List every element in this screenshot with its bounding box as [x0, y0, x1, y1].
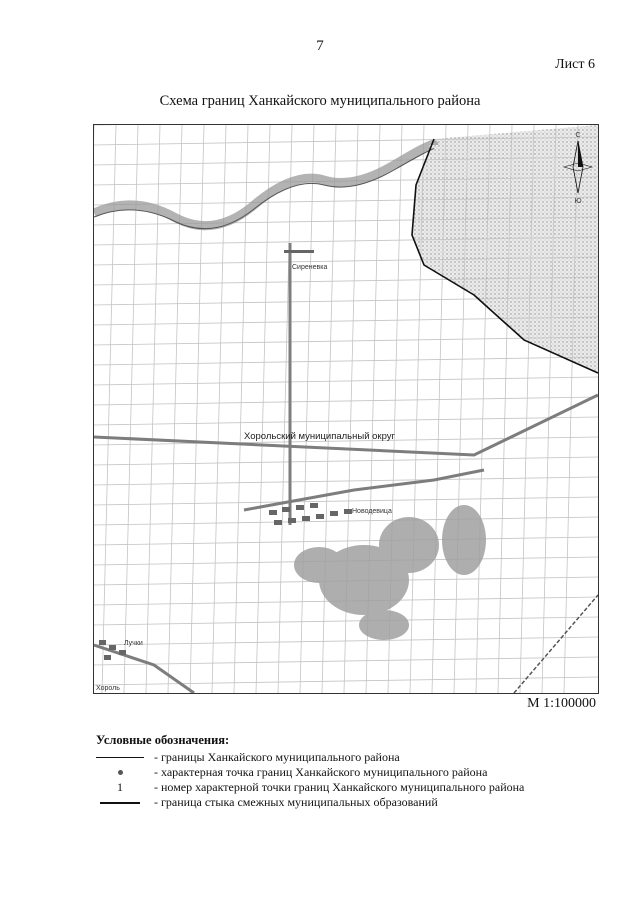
- grid-line: [94, 377, 598, 385]
- grid-line: [94, 397, 598, 405]
- legend-text: - граница стыка смежных муниципальных образований: [154, 795, 438, 809]
- legend-text: - границы Ханкайского муниципального района: [154, 750, 400, 764]
- river-line: [94, 149, 434, 229]
- railway: [514, 595, 598, 693]
- grid-line: [94, 657, 598, 665]
- district-label: Хорольский муниципальный округ: [244, 431, 395, 442]
- compass-south: Ю: [574, 198, 582, 205]
- grid-line: [190, 125, 204, 693]
- legend-item-point: [96, 765, 616, 780]
- grid-line: [300, 125, 314, 693]
- grid-line: [94, 517, 598, 525]
- thin-line-symbol: [96, 757, 144, 758]
- map-frame[interactable]: [93, 124, 599, 694]
- legend-item-number: [96, 780, 616, 795]
- wooded-areas: [294, 505, 486, 640]
- legend-text: - характерная точка границ Ханкайского муниципального района: [154, 765, 488, 779]
- settlement-label-4: Лучки: [124, 640, 143, 647]
- compass-north: С: [575, 132, 581, 139]
- grid-line: [94, 537, 598, 545]
- sheet-label: Лист 6: [555, 57, 595, 72]
- map-scale: М 1:100000: [527, 696, 596, 711]
- page-number: 7: [316, 38, 324, 54]
- legend-item-boundary: [96, 750, 616, 765]
- grid-line: [94, 497, 598, 505]
- settlement-label-1: Сиреневка: [292, 264, 328, 271]
- grid-line: [212, 125, 226, 693]
- lake-area: [412, 125, 598, 373]
- settlement-blocks: [99, 250, 352, 660]
- grid-line: [94, 417, 598, 425]
- grid-line: [256, 125, 270, 693]
- legend: [96, 733, 616, 810]
- thick-line-symbol: [100, 802, 140, 804]
- page-title: Схема границ Ханкайского муниципального района: [159, 93, 481, 109]
- grid-line: [94, 477, 598, 485]
- settlement-label-3: Хороль: [96, 685, 120, 692]
- legend-text: - номер характерной точки границ Ханкайского муниципального района: [154, 780, 525, 794]
- dot-symbol: [118, 770, 123, 775]
- settlement-label-2: Новодевица: [352, 508, 392, 515]
- legend-item-junction: [96, 795, 616, 810]
- grid-line: [94, 357, 598, 365]
- map-canvas: [94, 125, 598, 693]
- legend-title: Условные обозначения:: [96, 733, 230, 747]
- grid-line: [94, 457, 598, 465]
- grid-line: [322, 125, 336, 693]
- river-belt: [94, 144, 434, 225]
- number-symbol: 1: [117, 780, 123, 794]
